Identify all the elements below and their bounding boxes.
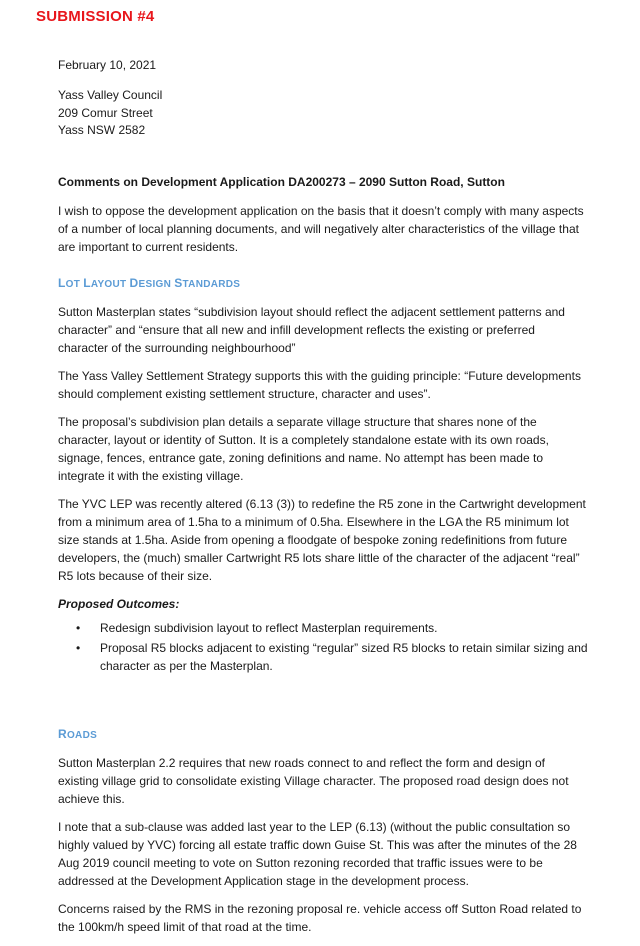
address-line: Yass NSW 2582: [58, 123, 146, 137]
paragraph: Sutton Masterplan states “subdivision layout should reflect the adjacent settlement patterns and character” and “ensure that all new and infill development reflects the existing or preferred character of the surrounding neighbourhood”: [58, 304, 565, 355]
paragraph: The proposal’s subdivision plan details a separate village structure that shares none of the character, layout or identity of Sutton. It is a completely standalone estate with its own roads, signage, fences, entrance gate, zoning definitions and name. No attempt has been made to integrate it with the existing village.: [58, 414, 549, 483]
submission-tag: SUBMISSION #4: [36, 8, 155, 25]
subject-line: Comments on Development Application DA200273 – 2090 Sutton Road, Sutton: [58, 174, 505, 189]
paragraph: I note that a sub-clause was added last year to the LEP (6.13) (without the public consultation so highly valued by YVC) forcing all estate traffic down Guise St. This was after the minutes of the 28 Aug 2019 council meeting to vote on Sutton rezoning recorded that traffic issues were to be addressed at the Development Application stage in the development process.: [58, 819, 577, 888]
address-line: Yass Valley Council: [58, 88, 163, 102]
paragraph: The Yass Valley Settlement Strategy supports this with the guiding principle: “Future developments should complement existing settlement structure, character and uses”.: [58, 368, 581, 401]
outcomes-list: [58, 619, 588, 675]
letter-body: [58, 56, 588, 946]
list-item: • Proposal R5 blocks adjacent to existing “regular” sized R5 blocks to retain similar sizing and character as per the Masterplan.: [76, 640, 588, 673]
paragraph: The YVC LEP was recently altered (6.13 (3)) to redefine the R5 zone in the Cartwright development from a minimum area of 1.5ha to a minimum of 0.5ha. Elsewhere in the LGA the R5 minimum lot size stands at 1.5ha. Aside from opening a floodgate of bespoke zoning redefinitions from future developers, the (much) smaller Cartwright R5 lots share little of the character of the adjacent “real” R5 lots because of their size.: [58, 496, 586, 583]
bullet-icon: •: [76, 620, 81, 635]
section-heading-roads: ROADS: [58, 726, 98, 741]
letter-date: February 10, 2021: [58, 58, 157, 72]
paragraph: Sutton Masterplan 2.2 requires that new roads connect to and reflect the form and design of existing village grid to consolidate existing Village character. The proposed road design does not achieve this.: [58, 755, 569, 806]
section-heading-lot-layout: LOT LAYOUT DESIGN STANDARDS: [58, 275, 241, 290]
bullet-icon: •: [76, 640, 81, 655]
recipient-address: [58, 87, 588, 140]
address-line: 209 Comur Street: [58, 105, 153, 120]
paragraph: Concerns raised by the RMS in the rezoning proposal re. vehicle access off Sutton Road related to the 100km/h speed limit of that road at the time.: [58, 901, 582, 934]
list-item: • Redesign subdivision layout to reflect Masterplan requirements.: [76, 620, 438, 635]
proposed-outcomes-label: Proposed Outcomes:: [58, 596, 180, 611]
intro-paragraph: I wish to oppose the development application on the basis that it doesn’t comply with many aspects of a number of local planning documents, and will negatively alter characteristics of the village that are important to current residents.: [58, 203, 584, 254]
